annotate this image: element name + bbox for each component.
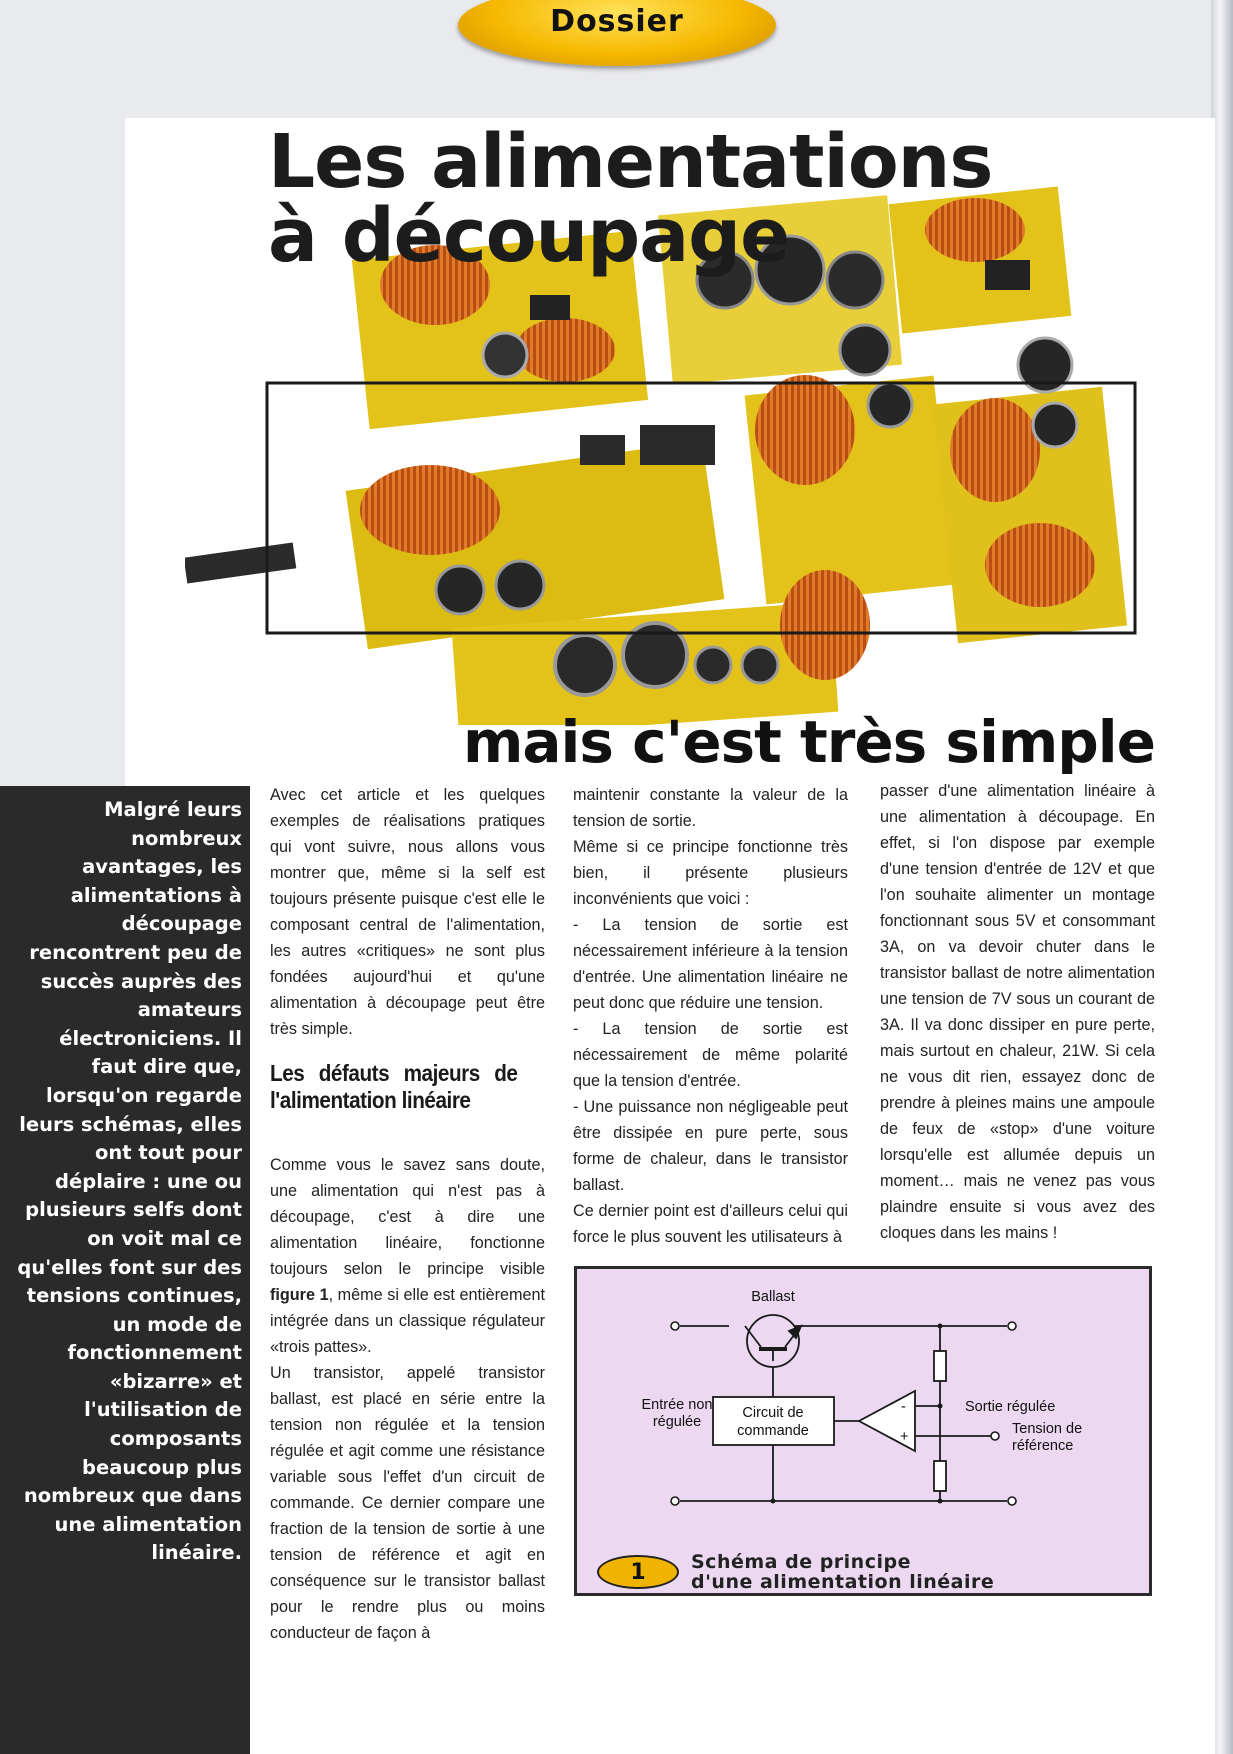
paragraph: maintenir constante la valeur de la tension de sortie. xyxy=(573,786,848,830)
label-reference-line2: référence xyxy=(1012,1438,1074,1454)
capacitor xyxy=(868,383,912,427)
terminal-input-bottom xyxy=(671,1497,679,1505)
paragraph: Ce dernier point est d'ailleurs celui qui force le plus souvent les utilisateurs à xyxy=(573,1202,848,1246)
article-title xyxy=(268,119,993,279)
paragraph: Même si ce principe fonctionne très bien, il présente plusieurs inconvénients que voici : xyxy=(573,838,848,908)
paragraph: Un transistor, appelé transistor ballast, est placé en série entre la tension non régulée et la tension régulée et agit comme une résistance variable sous l'effet d'un circuit de commande. Ce dernier compare une fraction de la tension de sortie à une tension de référence et agit en conséquence sur le transistor ballast pour le rendre plus ou moins conducteur de façon à xyxy=(270,1364,545,1642)
toroid-coil xyxy=(515,318,615,382)
label-control-line1: Circuit de xyxy=(742,1405,804,1421)
intro-text: Malgré leurs nombreux avantages, les alimentations à découpage rencontrent peu de succès auprès des amateurs électroniciens. Il faut dire que, lorsqu'on regarde leurs schémas, elles ont tout pour déplaire : une ou plusieurs selfs dont on voit mal ce qu'elles font sur des tensions continues, un mode de fonctionnement «bizarre» et l'utilisation de composants beaucoup plus nombreux que dans une alimentation linéaire. xyxy=(17,798,242,1565)
text-run: , même si elle est entièrement intégrée dans un classique régulateur «trois pattes». xyxy=(270,1286,545,1356)
caption-line-1: Schéma de principe xyxy=(691,1551,911,1573)
capacitor xyxy=(483,333,527,377)
paragraph: - La tension de sortie est nécessairement inférieure à la tension d'entrée. Une alimentation linéaire ne peut donc que réduire une tension. xyxy=(573,916,848,1012)
title-line-2: à découpage xyxy=(268,193,790,279)
toroid-coil xyxy=(755,375,855,485)
section-badge-label: Dossier xyxy=(550,4,684,39)
terminal-output-bottom xyxy=(1008,1497,1016,1505)
label-ballast: Ballast xyxy=(751,1289,795,1305)
intro-sidebar xyxy=(0,786,250,1754)
figure-number: 1 xyxy=(597,1555,679,1589)
capacitor xyxy=(742,647,778,683)
paragraph: passer d'une alimentation linéaire à une alimentation à découpage. En effet, si l'on dispose par exemple d'une tension d'entrée de 12V et que l'on souhaite alimenter un montage fonctionnant sous 5V et consommant 3A, on va devoir chuter dans le transistor ballast de notre alimentation une tension de 7V sous un courant de 3A. Il va donc dissiper en pure perte, mais surtout en chaleur, 21W. Si cela ne vous dit rien, essayez donc de prendre à pleines mains une ampoule de feux de «stop» d'une voiture lorsqu'elle est allumée depuis un moment… mais ne venez pas vous plaindre ensuite si vous avez des cloques dans les mains ! xyxy=(880,782,1155,1242)
paragraph xyxy=(270,1152,545,1360)
toroid-coil xyxy=(360,465,500,555)
figure-reference: figure 1 xyxy=(270,1286,329,1304)
paragraph: - La tension de sortie est nécessairement de même polarité que la tension d'entrée. xyxy=(573,1020,848,1090)
column-3 xyxy=(880,778,1155,1246)
toroid-coil xyxy=(780,570,870,680)
paragraph: - Une puissance non négligeable peut être dissipée en pure perte, sous forme de chaleur, dans le transistor ballast. xyxy=(573,1098,848,1194)
caption-line-2: d'une alimentation linéaire xyxy=(691,1571,995,1593)
label-output: Sortie régulée xyxy=(965,1399,1056,1415)
label-minus: - xyxy=(901,1399,906,1415)
ic-chip xyxy=(530,295,570,320)
capacitor xyxy=(840,325,890,375)
section-heading: Les défauts majeurs de l'alimentation linéaire xyxy=(270,1060,518,1113)
terminal-reference xyxy=(991,1432,999,1440)
ballast-transistor xyxy=(745,1315,801,1367)
capacitor xyxy=(1033,403,1077,447)
section-badge xyxy=(458,0,776,66)
ic-chip xyxy=(640,425,715,465)
capacitor xyxy=(695,647,731,683)
capacitor xyxy=(496,561,544,609)
potentiometer-shaft xyxy=(185,542,296,583)
ic-chip xyxy=(580,435,625,465)
resistor-top xyxy=(934,1351,946,1381)
column-2 xyxy=(573,782,848,1250)
label-input-line1: Entrée non xyxy=(641,1397,713,1413)
article-subtitle: mais c'est très simple xyxy=(462,708,1155,776)
text-run: Comme vous le savez sans doute, une alimentation qui n'est pas à découpage, c'est à dire une alimentation linéaire, fonctionne toujours selon le principe visible xyxy=(270,1156,545,1278)
label-control-line2: commande xyxy=(737,1423,809,1439)
label-reference-line1: Tension de xyxy=(1012,1421,1083,1437)
toroid-coil xyxy=(985,523,1095,607)
terminal-output-top xyxy=(1008,1322,1016,1330)
figure-caption-text xyxy=(691,1552,994,1592)
paragraph: Avec cet article et les quelques exemples de réalisations pratiques qui vont suivre, nous allons vous montrer que, même si la self est toujours présente puisque c'est elle le composant central de l'alimentation, les autres «critiques» ne sont plus fondées aujourd'hui et qu'une alimentation à découpage peut être très simple. xyxy=(270,786,545,1038)
column-1 xyxy=(270,782,545,1646)
toroid-coil xyxy=(950,398,1040,502)
terminal-input-top xyxy=(671,1322,679,1330)
label-plus: + xyxy=(900,1429,909,1445)
capacitor xyxy=(555,635,615,695)
capacitor xyxy=(436,566,484,614)
figure-caption xyxy=(597,1552,994,1592)
resistor-bottom xyxy=(934,1461,946,1491)
figure-1 xyxy=(574,1266,1152,1596)
label-input-line2: régulée xyxy=(652,1414,702,1430)
title-line-1: Les alimentations xyxy=(268,119,993,205)
schematic-diagram xyxy=(577,1269,1149,1593)
